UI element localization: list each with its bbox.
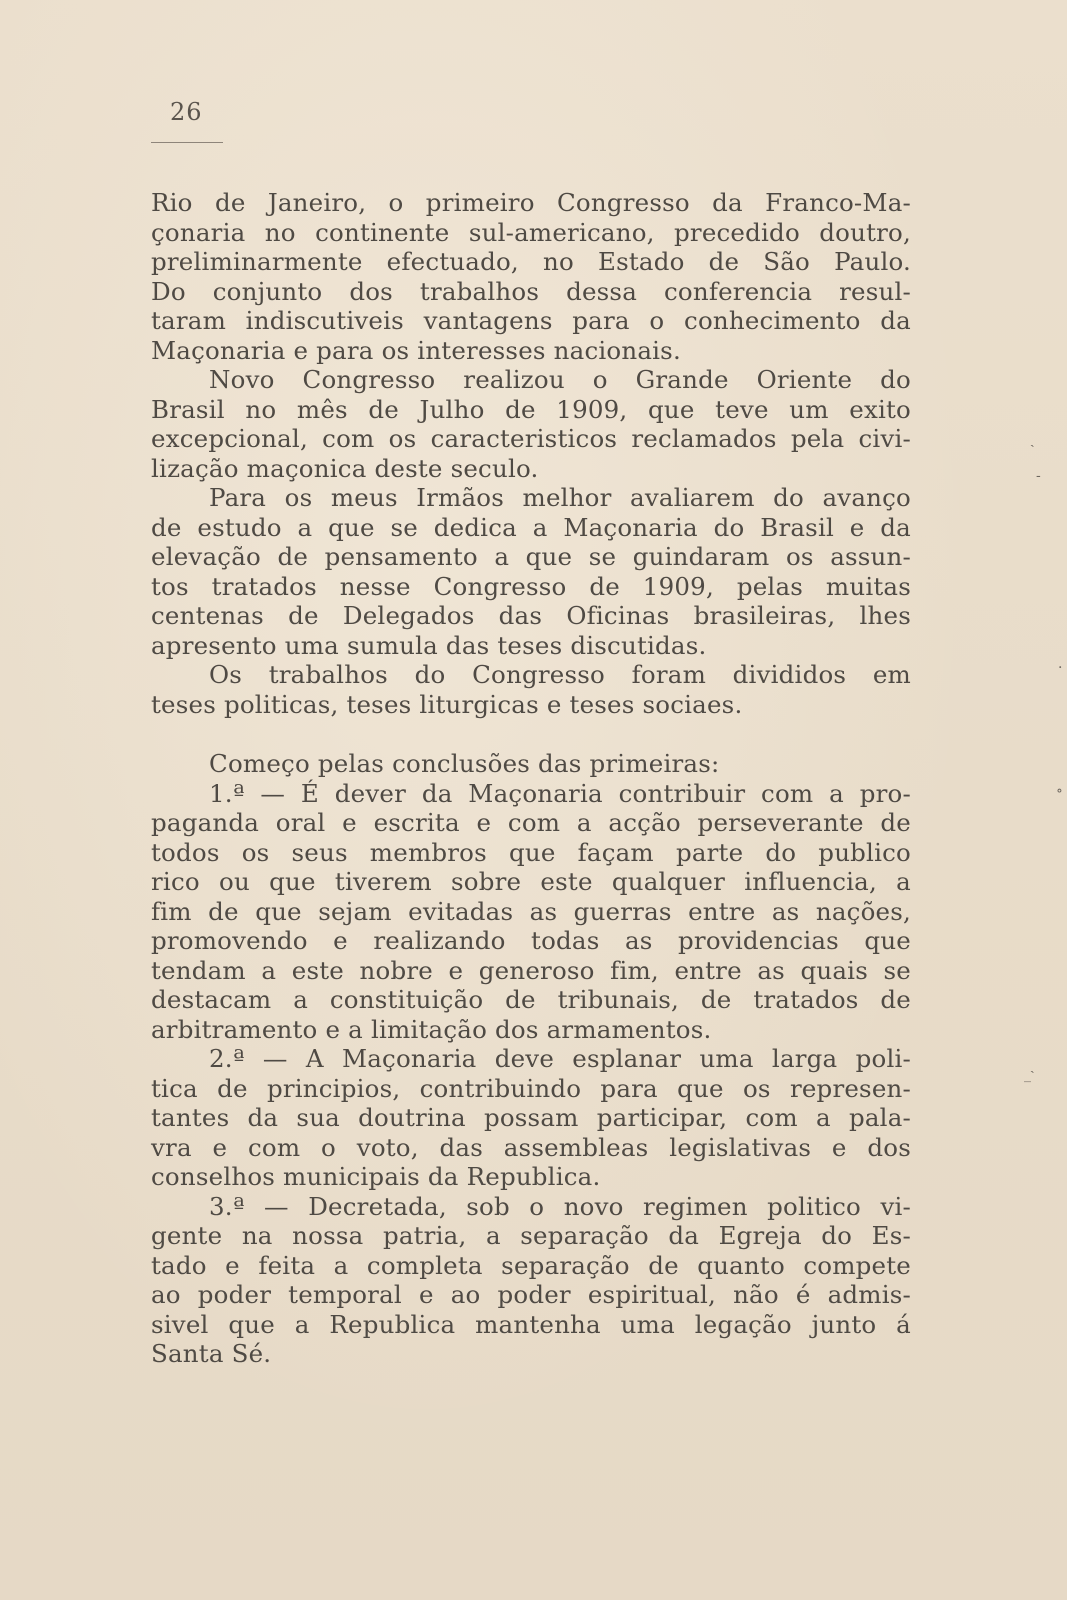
paper-speck: ˎ [1030,1058,1035,1074]
text-line: lização maçonica deste seculo. [151,453,539,483]
page-number-rule [151,142,223,143]
text-line: Rio de Janeiro, o primeiro Congresso da Franco-Ma- [151,188,911,217]
text-line: tica de principios, contribuindo para que os represen- [151,1073,911,1103]
text-line: vra e com o voto, das assembleas legislativas e dos [151,1132,911,1162]
text-line: tantes da sua doutrina possam participar, com a pala- [151,1103,911,1132]
text-line: Para os meus Irmãos melhor avaliarem do avanço [209,483,911,512]
body-text [151,188,911,1369]
text-line: Começo pelas conclusões das primeiras: [209,749,720,778]
text-line: Os trabalhos do Congresso foram divididos em [209,660,911,689]
text-line: tado e feita a completa separação de quanto compete [151,1250,911,1280]
text-line: arbitramento e a limitação dos armamentos. [151,1014,712,1044]
text-line: tendam a este nobre e generoso fim, entre as quais se [151,955,911,985]
text-line: preliminarmente efectuado, no Estado de São Paulo. [151,247,911,276]
text-line: tos tratados nesse Congresso de 1909, pelas muitas [151,571,911,601]
text-line: ao poder temporal e ao poder espiritual, não é admis- [151,1280,911,1309]
paper-speck: ‐ [1036,468,1041,484]
text-line: 1.ª — É dever da Maçonaria contribuir com a pro- [209,778,911,808]
paper-speck: · [1058,660,1063,676]
text-line: elevação de pensamento a que se guindaram os assun- [151,542,911,571]
text-line: centenas de Delegados das Oficinas brasileiras, lhes [151,601,911,630]
paper-speck: ‾ [1024,1080,1031,1096]
text-line: conselhos municipais da Republica. [151,1162,601,1191]
text-line: paganda oral e escrita e com a acção perseverante de [151,808,911,837]
paper-speck: ˎ [1030,432,1035,448]
text-line: 3.ª — Decretada, sob o novo regimen politico vi- [209,1191,911,1221]
text-line: promovendo e realizando todas as providencias que [151,926,911,955]
text-line: 2.ª — A Maçonaria deve esplanar uma larga poli- [209,1044,911,1073]
text-line: taram indiscutiveis vantagens para o conhecimento da [151,306,911,335]
text-line: apresento uma sumula das teses discutidas. [151,630,707,660]
text-line: teses politicas, teses liturgicas e teses sociaes. [151,689,743,719]
text-line: Maçonaria e para os interesses nacionais. [151,335,681,365]
text-line: de estudo a que se dedica a Maçonaria do Brasil e da [151,512,911,542]
text-line: rico ou que tiverem sobre este qualquer influencia, a [151,867,911,896]
text-line: destacam a constituição de tribunais, de tratados de [151,985,911,1014]
text-line: Novo Congresso realizou o Grande Oriente do [209,365,911,394]
paper-speck: ∘ [1056,783,1063,799]
text-line: çonaria no continente sul-americano, precedido doutro, [151,217,911,247]
text-line: excepcional, com os caracteristicos reclamados pela civi- [151,424,911,453]
page-number: 26 [170,98,203,126]
text-line: Santa Sé. [151,1339,272,1368]
paragraph-gap [151,719,911,749]
text-line: fim de que sejam evitadas as guerras entre as nações, [151,896,911,926]
text-line: todos os seus membros que façam parte do publico [151,837,911,867]
text-line: gente na nossa patria, a separação da Egreja do Es- [151,1221,911,1250]
text-line: Do conjunto dos trabalhos dessa conferencia resul- [151,276,911,306]
text-line: Brasil no mês de Julho de 1909, que teve um exito [151,394,911,424]
text-line: sivel que a Republica mantenha uma legação junto á [151,1309,911,1339]
